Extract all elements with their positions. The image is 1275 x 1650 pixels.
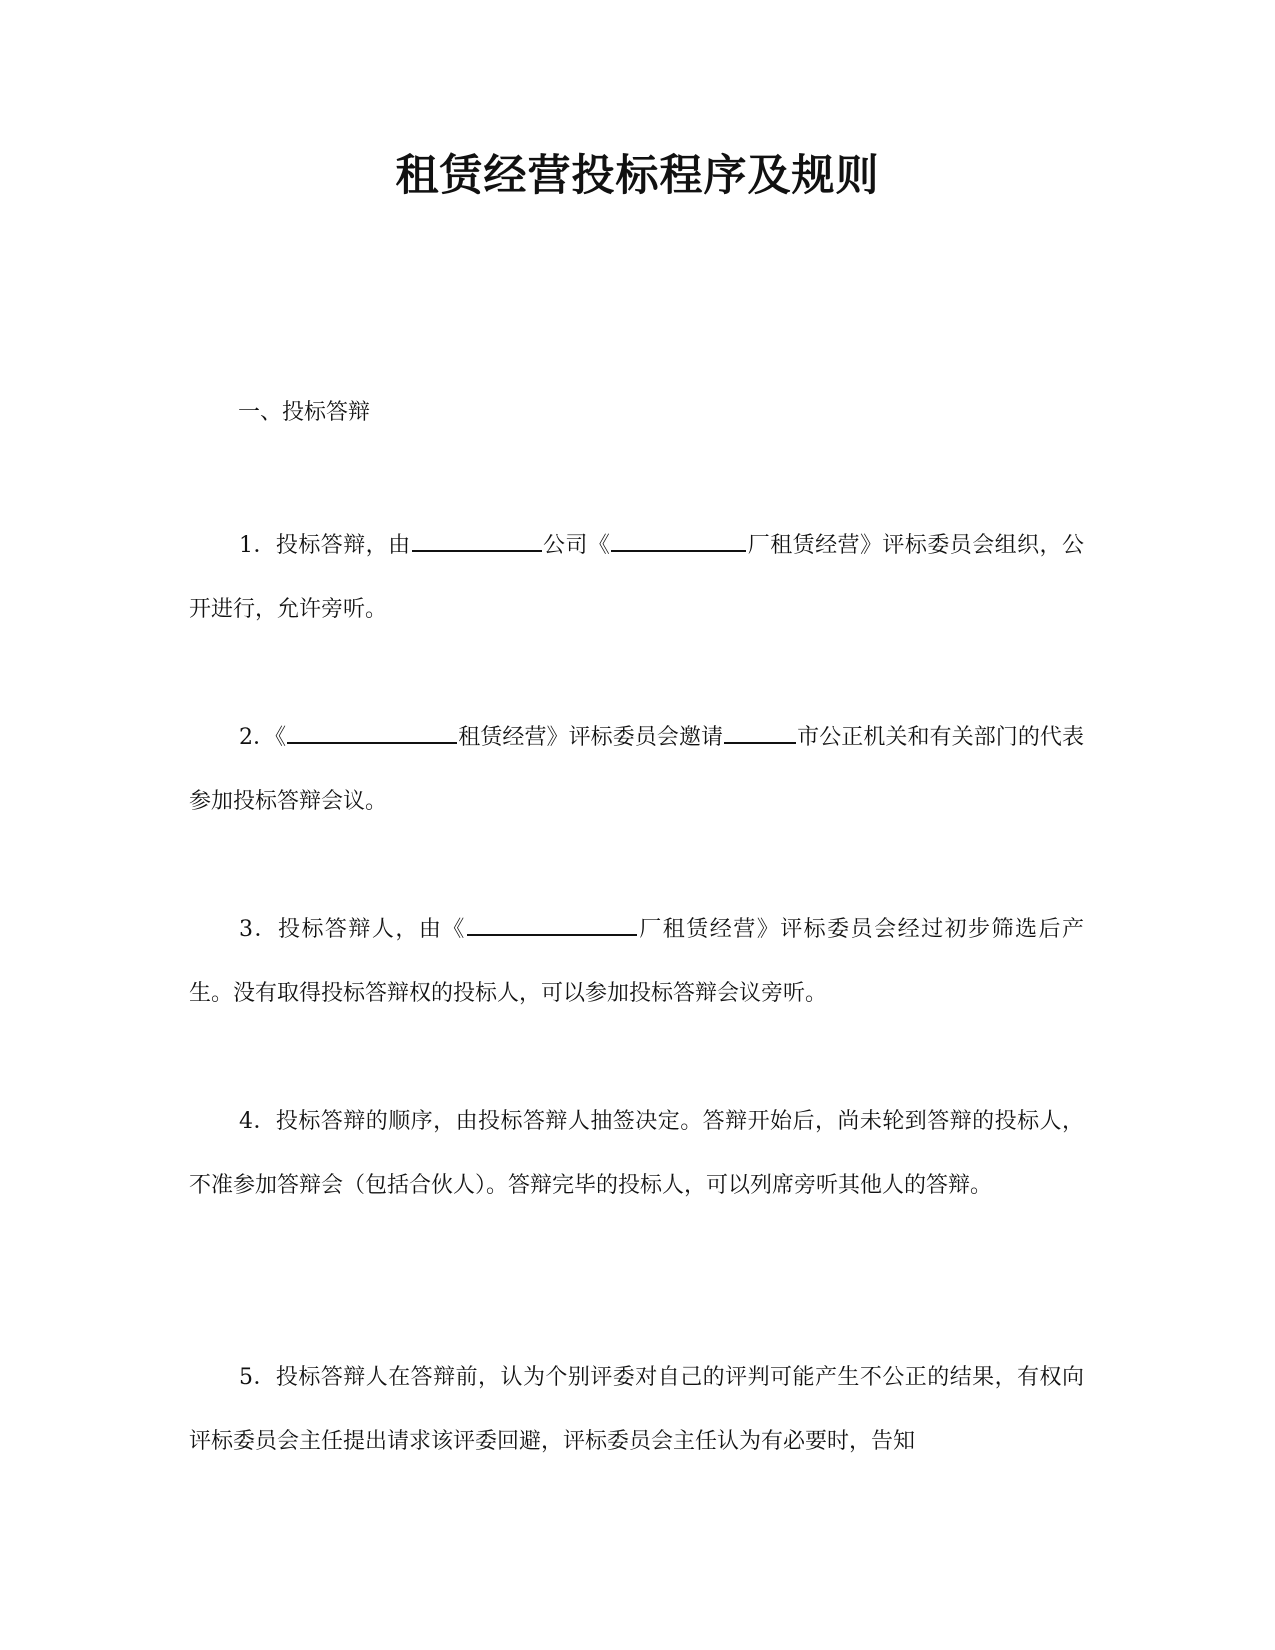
paragraph-2-mid: 租赁经营》评标委员会邀请 <box>458 725 724 750</box>
paragraph-2 <box>189 706 1084 834</box>
paragraph-4: 4．投标答辩的顺序，由投标答辩人抽签决定。答辩开始后，尚未轮到答辩的投标人，不准参加答辩会（包括合伙人）。答辩完毕的投标人，可以列席旁听其他人的答辩。 <box>189 1109 1084 1198</box>
paragraph-5: 5．投标答辩人在答辩前，认为个别评委对自己的评判可能产生不公正的结果，有权向评标委员会主任提出请求该评委回避，评标委员会主任认为有必要时，告知 <box>189 1365 1084 1454</box>
paragraph-3-tail: 厂租赁经营》评标委员会经过初步筛选后产生。没有取得投标答辩权的投标人，可以参加投标答辩会议旁听。 <box>189 917 1084 1006</box>
document-title: 租赁经营投标程序及规则 <box>395 151 880 201</box>
blank-city-name <box>724 720 796 744</box>
paragraph-3-lead: 3．投标答辩人，由《 <box>239 917 466 942</box>
section-heading-bid-defense: 一、投标答辩 <box>238 400 371 425</box>
paragraph-1 <box>189 514 1084 642</box>
paragraph-2-lead: 2．《 <box>239 725 287 750</box>
paragraph-1-tail: 厂租赁经营》评标委员会组织，公开进行，允许旁听。 <box>189 533 1084 622</box>
blank-company-name <box>412 528 542 552</box>
paragraph-2-tail: 市公正机关和有关部门的代表参加投标答辩会议。 <box>189 725 1084 814</box>
blank-factory-name <box>611 528 746 552</box>
paragraph-3 <box>189 898 1084 1026</box>
paragraph-1-lead: 1．投标答辩，由 <box>239 533 411 558</box>
blank-lease-name <box>287 720 457 744</box>
blank-factory-name-2 <box>467 912 637 936</box>
paragraph-1-mid: 公司《 <box>542 533 611 558</box>
